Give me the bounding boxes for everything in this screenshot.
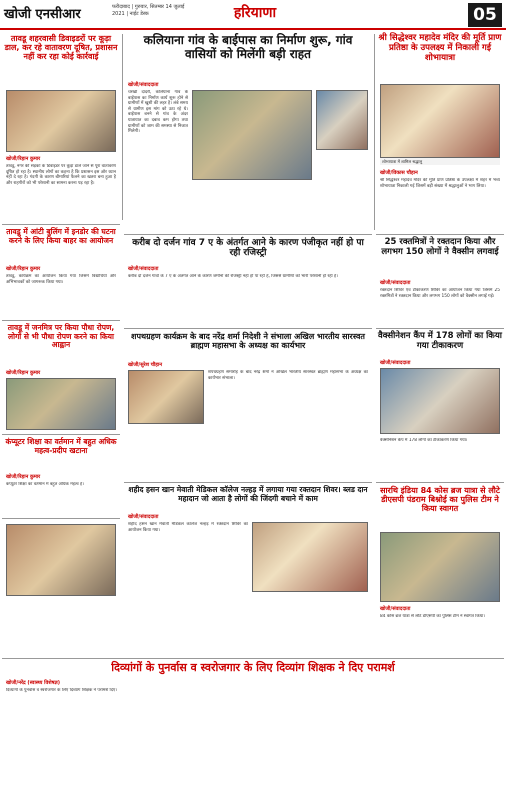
byline: खोजी/संवाददाता: [380, 280, 411, 286]
article-photo-left-bottom: [6, 524, 116, 596]
page-number: 05: [468, 3, 502, 27]
article-photo: [252, 522, 368, 592]
article-body: तावडू, कार्यक्रम का आयोजन किया गया जिसमें विद्यार्थियों और अभिभावकों को जागरूक किया गया।: [6, 274, 116, 285]
edition-line: फरीदाबाद | गुरुवार, सितम्बर 14 जुलाई 2021 | नाईट डेस्क: [112, 4, 185, 17]
article-photo: [380, 84, 500, 158]
byline: खोजी/रिहान कुमार: [6, 266, 41, 272]
article-body: वैक्सीनेशन कैंप में 178 लोगों का टीकाकरण किया गया।: [380, 438, 468, 443]
article-body: चरखी दादरी, कलियाना गांव के बाईपास का निर्माण कार्य शुरू होने से ग्रामीणों में खुशी की लहर है। लंबे समय से ग्रामीण इस मांग को उठा रहे थे। बाईपास बनने से गांव के अंदर यातायात का दबाव कम होगा तथा ग्रामीणों को जाम की समस्या से निजात मिलेगी।: [128, 90, 188, 135]
headline: दिव्यांगों के पुनर्वास व स्वरोजगार के लिए दिव्यांग शिक्षक ने दिए परामर्श: [111, 661, 395, 674]
article-tavdu-anti-bullying: [2, 226, 120, 318]
headline: सारथि इंडिया 84 कोस ब्रज यात्रा से लौटे डीएसपी पंडराम बिश्नोई का पुलिस टीम ने किया स्वागत: [380, 486, 500, 514]
article-vaccination-camp: [376, 330, 504, 480]
byline: खोजी/सुरेश चौहान: [128, 362, 162, 368]
headline: कंप्यूटर शिक्षा का वर्तमान में बहुत अधिक महत्व-प्रदीप खटाना: [5, 437, 117, 455]
headline: तावडू शहरवासी डिवाइडरों पर कूड़ा डाल, कर रहे वातावरण दूषित, प्रशासन नहीं कर रहा कोई कार्रवाई: [4, 34, 118, 62]
article-body: शपथग्रहण समारोह के बाद नरेंद्र शर्मा ने अखिल भारतीय सारस्वत ब्राह्मण महासभा के अध्यक्ष का कार्यभार संभाला।: [208, 370, 368, 381]
headline: 25 रक्तमित्रों ने रक्तदान किया और लगभग 150 लोगों ने वैक्सीन लगवाई: [381, 237, 499, 257]
byline: खोजी/संवाददाता: [380, 606, 411, 612]
photo-caption: शोभायात्रा में शामिल श्रद्धालु: [380, 158, 500, 165]
article-dsp-welcome: [376, 484, 504, 654]
row-rule: [2, 224, 120, 225]
headline: तावडू में आंटी बुलिंग में इनडोर की घटना करने के लिए किया बाहर का आयोजन: [6, 227, 116, 245]
byline: खोजी/संवाददाता: [128, 82, 159, 88]
article-body: कंप्यूटर शिक्षा का वर्तमान में बहुत अधिक महत्व है।: [6, 482, 84, 487]
byline: खोजी/रिहान कुमार: [6, 370, 41, 376]
byline: खोजी/रिहान कुमार: [6, 474, 41, 480]
article-kaliyana-bypass: [124, 32, 372, 232]
byline: खोजी/रिहान कुमार: [6, 156, 41, 162]
row-rule: [2, 320, 120, 321]
headline: श्री सिद्धेश्वर महादेव मंदिर की मूर्ति प्राण प्रतिष्ठा के उपलक्ष्य में निकाली गई शोभायात्रा: [378, 33, 502, 63]
column-rule: [374, 34, 375, 230]
headline: तावडू में जनमित्र पर किया पौधा रोपण, लोगों से भी पौधा रोपण करने का किया आह्वान: [7, 323, 115, 350]
article-medical-college-blood: [124, 484, 372, 654]
row-rule: [124, 482, 372, 483]
row-rule: [124, 234, 372, 235]
row-rule: [2, 434, 120, 435]
headline: करीब दो दर्जन गांव 7 ए के अंतर्गत आने के कारण पंजीकृत नहीं हो पा रही रजिस्ट्री: [132, 238, 364, 259]
article-blood-donation: [376, 236, 504, 326]
article-body: 84 कोस ब्रज यात्रा से लौटे डीएसपी का पुलिस टीम ने स्वागत किया।: [380, 614, 485, 619]
article-7a-villages: [124, 236, 372, 326]
section-name: हरियाणा: [233, 5, 277, 21]
row-rule: [2, 518, 120, 519]
article-body: तावडू, नगर की सड़कों के डिवाइडर पर कूड़ा डाले जाने से पूरा वातावरण दूषित हो रहा है। स्थानीय लोगों का कहना है कि प्रशासन इस ओर ध्यान नहीं दे रहा है। गंदगी के कारण बीमारियां फैलने का खतरा बना हुआ है और राहगीरों को भी परेशानी का सामना करना पड़ रहा है।: [6, 164, 116, 186]
byline: खोजी/संवाददाता: [380, 360, 411, 366]
row-rule: [2, 658, 504, 659]
article-tavdu-plantation: [2, 322, 120, 432]
article-photo: [380, 368, 500, 434]
article-photo-portrait: [316, 90, 368, 150]
article-photo: [6, 378, 116, 430]
byline: खोजी/विकास चौहान: [380, 170, 418, 176]
article-body: शहीद हसन खान मेवाती मेडिकल कॉलेज नल्हड़ में रक्तदान शिविर का आयोजन किया गया।: [128, 522, 248, 533]
row-rule: [376, 482, 504, 483]
article-tavdu-garbage: [2, 32, 120, 222]
article-photo: [128, 370, 204, 424]
article-body: दिव्यांगों के पुनर्वास व स्वरोजगार के लिए दिव्यांग शिक्षक ने परामर्श दिए।: [6, 688, 117, 693]
paper-name: खोजी एनसीआर: [4, 7, 81, 22]
article-divyang-rehab: [2, 660, 504, 798]
headline: कलियाना गांव के बाईपास का निर्माण शुरू, गांव वासियों को मिलेंगी बड़ी राहत: [143, 33, 353, 61]
article-oath-ceremony: [124, 330, 372, 480]
article-body: करीब दो दर्जन गांवों के 7 ए के अंतर्गत आने के कारण जमीनों की रजिस्ट्री नहीं हो पा रही है, जिससे ग्रामीणों को भारी परेशानी हो रही है।: [128, 274, 338, 279]
article-photo: [6, 90, 116, 152]
article-siddheshwar-temple: [376, 32, 504, 232]
row-rule: [124, 328, 372, 329]
article-body: रक्तदान शिविर एवं टीकाकरण शिविर का आयोजन किया गया जिसमें 25 रक्तमित्रों ने रक्तदान किया और लगभग 150 लोगों को वैक्सीन लगाई गई।: [380, 288, 500, 299]
article-photo: [192, 90, 312, 180]
column-rule: [122, 34, 123, 220]
headline: वैक्सीनेशन कैंप में 178 लोगों का किया गया टीकाकरण: [378, 331, 502, 351]
headline: शपथग्रहण कार्यक्रम के बाद नरेंद्र शर्मा निदेशी ने संभाला अखिल भारतीय सारस्वत ब्राह्मण महासभा के अध्यक्ष का कार्यभार: [131, 332, 365, 351]
byline: खोजी/संवाददाता: [128, 514, 159, 520]
byline: खोजी/संवाददाता: [128, 266, 159, 272]
article-body: श्री सिद्धेश्वर महादेव मंदिर की मूर्ति प्राण प्रतिष्ठा के उपलक्ष्य में शहर में भव्य शोभायात्रा निकाली गई जिसमें बड़ी संख्या में श्रद्धालुओं ने भाग लिया।: [380, 178, 500, 189]
masthead: [0, 0, 506, 30]
headline: शहीद हसन खान मेवाती मेडिकल कॉलेज नल्हड़ में लगाया गया रक्तदान शिवर। ब्लड दान महादान जो आता है लोगों की जिंदगी बचाने में काम: [128, 485, 368, 503]
row-rule: [376, 328, 504, 329]
article-computer-education: [2, 436, 120, 516]
article-photo: [380, 532, 500, 602]
byline: खोजी/नरेंद्र (स्वास्थ्य विशेषज्ञ): [6, 680, 61, 686]
row-rule: [376, 234, 504, 235]
